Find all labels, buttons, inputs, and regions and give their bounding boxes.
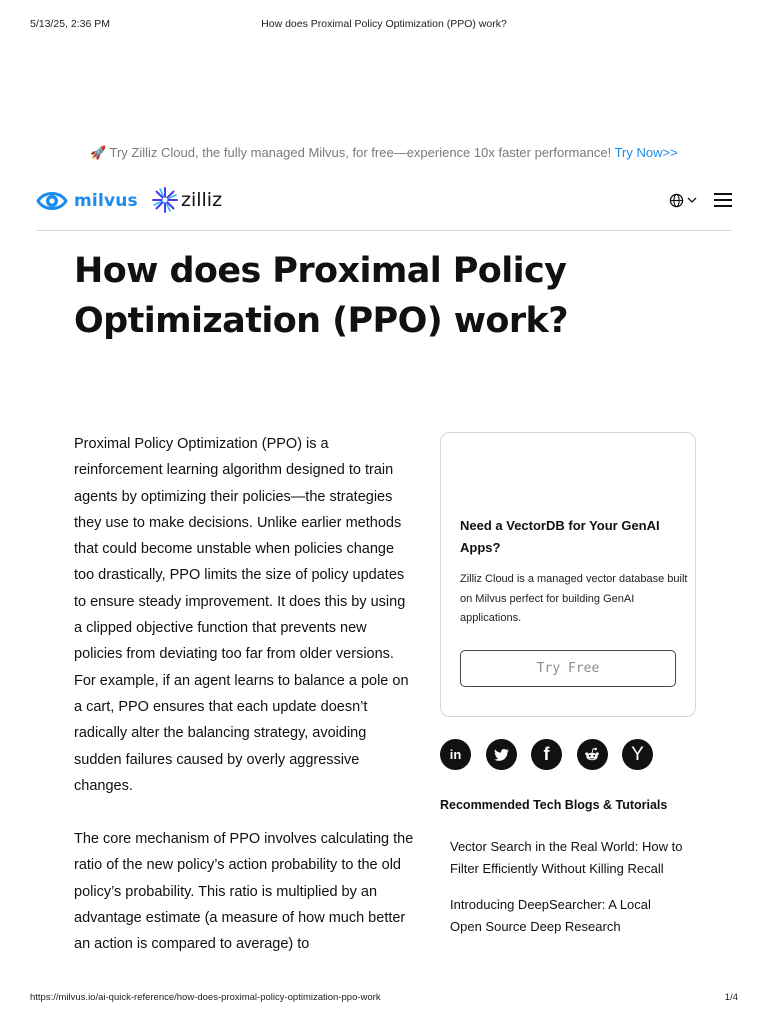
recommended-link[interactable]: Introducing DeepSearcher: A Local Open Source Deep Research: [450, 897, 651, 934]
reddit-icon[interactable]: [577, 739, 608, 770]
globe-icon[interactable]: [669, 193, 684, 208]
facebook-icon[interactable]: [531, 739, 562, 770]
promo-banner: [0, 145, 768, 161]
social-share-bar: [440, 739, 668, 770]
promo-text: Try Zilliz Cloud, the fully managed Milvus, for free—experience 10x faster performance!: [109, 145, 612, 160]
article-body: [74, 431, 414, 985]
page-title: How does Proximal Policy Optimization (PPO) work?: [74, 251, 568, 341]
zilliz-logo-text: zilliz: [181, 189, 223, 211]
print-doc-title: How does Proximal Policy Optimization (PPO) work?: [261, 18, 507, 30]
linkedin-glyph: in: [449, 747, 462, 762]
reddit-alien-glyph: [583, 746, 601, 764]
ycombinator-icon[interactable]: [622, 739, 653, 770]
hamburger-menu-icon[interactable]: [714, 192, 732, 208]
nav-controls: [669, 192, 732, 208]
ycombinator-glyph: Y: [631, 743, 644, 765]
milvus-logo-text: milvus: [74, 191, 138, 211]
print-url: https://milvus.io/ai-quick-reference/how-does-proximal-policy-optimization-ppo-work: [30, 992, 381, 1003]
navbar: [36, 182, 732, 231]
page-number: 1/4: [724, 992, 738, 1003]
zilliz-star-icon: [150, 185, 180, 215]
linkedin-icon[interactable]: [440, 739, 471, 770]
recommended-heading: Recommended Tech Blogs & Tutorials: [440, 798, 668, 812]
recommended-list: [450, 836, 686, 952]
recommended-link[interactable]: Vector Search in the Real World: How to Filter Efficiently Without Killing Recall: [450, 839, 683, 876]
zilliz-logo[interactable]: [150, 185, 222, 215]
twitter-bird-glyph: [492, 746, 510, 764]
try-free-button[interactable]: Try Free: [460, 650, 676, 687]
vectordb-cta-card: [440, 432, 696, 717]
try-now-link[interactable]: Try Now>>: [614, 145, 678, 160]
twitter-icon[interactable]: [486, 739, 517, 770]
milvus-eye-icon: [36, 188, 68, 214]
milvus-logo[interactable]: [36, 188, 138, 214]
facebook-glyph: f: [543, 744, 550, 764]
rocket-icon: 🚀: [90, 145, 107, 160]
article-paragraph: The core mechanism of PPO involves calculating the ratio of the new policy’s action probability to the old policy’s probability. This ratio is multiplied by an advantage estimate (a measure of how much better an action is compared to average) to: [74, 831, 414, 953]
chevron-down-icon[interactable]: [687, 195, 697, 205]
article-paragraph: Proximal Policy Optimization (PPO) is a reinforcement learning algorithm designed to train agents by optimizing their policies—the strategies they use to make decisions. Unlike earlier methods that could become unstable when policies change too drastically, PPO limits the size of policy updates to ensure steady improvement. It does this by using a clipped objective function that prevents new policies from deviating too far from older versions. For example, if an agent learns to balance a pole on a cart, PPO ensures that each update doesn’t radically alter the balancing strategy, avoiding sudden failures caused by overly aggressive changes.: [74, 436, 409, 794]
cta-description: Zilliz Cloud is a managed vector database built on Milvus perfect for building GenAI applications.: [460, 573, 688, 624]
print-datetime: 5/13/25, 2:36 PM: [30, 18, 110, 30]
cta-heading: Need a VectorDB for Your GenAI Apps?: [460, 518, 660, 555]
